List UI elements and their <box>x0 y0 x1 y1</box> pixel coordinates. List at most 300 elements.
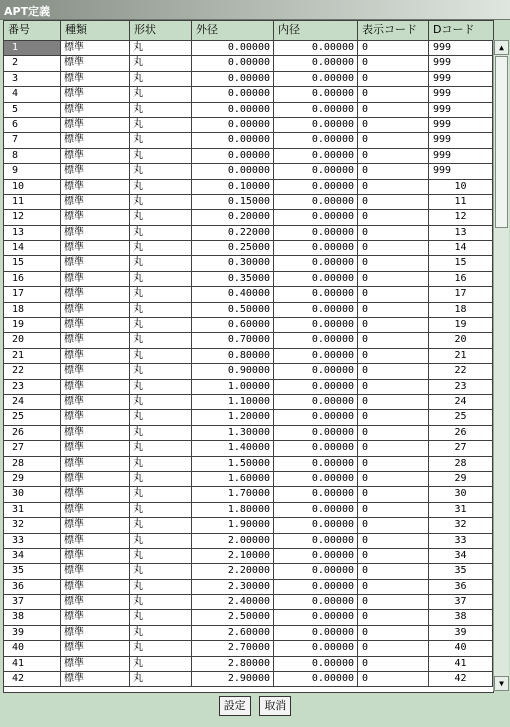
cell-d-code[interactable]: 999 <box>429 72 493 86</box>
cancel-button[interactable]: 取消 <box>259 696 291 716</box>
cell-shape[interactable]: 丸 <box>130 287 192 301</box>
cell-shape[interactable]: 丸 <box>130 380 192 394</box>
cell-shape[interactable]: 丸 <box>130 256 192 270</box>
cell-d-code[interactable]: 29 <box>429 472 493 486</box>
cell-type[interactable]: 標準 <box>61 164 130 178</box>
cell-number[interactable]: 20 <box>4 333 61 347</box>
cell-type[interactable]: 標準 <box>61 226 130 240</box>
cell-d-code[interactable]: 25 <box>429 410 493 424</box>
table-row[interactable] <box>4 518 493 533</box>
cell-outer-diameter[interactable]: 0.00000 <box>192 118 274 132</box>
table-row[interactable] <box>4 195 493 210</box>
cell-number[interactable]: 30 <box>4 487 61 501</box>
cell-outer-diameter[interactable]: 2.30000 <box>192 580 274 594</box>
cell-type[interactable]: 標準 <box>61 303 130 317</box>
cell-display-code[interactable]: 0 <box>358 564 429 578</box>
cell-d-code[interactable]: 38 <box>429 610 493 624</box>
cell-display-code[interactable]: 0 <box>358 364 429 378</box>
table-row[interactable] <box>4 564 493 579</box>
cell-number[interactable]: 12 <box>4 210 61 224</box>
table-row[interactable] <box>4 426 493 441</box>
cell-shape[interactable]: 丸 <box>130 333 192 347</box>
cell-type[interactable]: 標準 <box>61 518 130 532</box>
cell-number[interactable]: 22 <box>4 364 61 378</box>
cell-outer-diameter[interactable]: 0.25000 <box>192 241 274 255</box>
cell-type[interactable]: 標準 <box>61 534 130 548</box>
cell-outer-diameter[interactable]: 0.00000 <box>192 87 274 101</box>
cell-number[interactable]: 9 <box>4 164 61 178</box>
cell-d-code[interactable]: 999 <box>429 87 493 101</box>
cell-number[interactable]: 36 <box>4 580 61 594</box>
cell-d-code[interactable]: 11 <box>429 195 493 209</box>
cell-inner-diameter[interactable]: 0.00000 <box>274 426 358 440</box>
cell-number[interactable]: 6 <box>4 118 61 132</box>
cell-shape[interactable]: 丸 <box>130 472 192 486</box>
cell-type[interactable]: 標準 <box>61 195 130 209</box>
cell-outer-diameter[interactable]: 0.22000 <box>192 226 274 240</box>
cell-display-code[interactable]: 0 <box>358 426 429 440</box>
cell-inner-diameter[interactable]: 0.00000 <box>274 380 358 394</box>
cell-outer-diameter[interactable]: 0.30000 <box>192 256 274 270</box>
cell-display-code[interactable]: 0 <box>358 149 429 163</box>
cell-shape[interactable]: 丸 <box>130 457 192 471</box>
cell-display-code[interactable]: 0 <box>358 441 429 455</box>
cell-d-code[interactable]: 999 <box>429 118 493 132</box>
cell-outer-diameter[interactable]: 0.70000 <box>192 333 274 347</box>
cell-type[interactable]: 標準 <box>61 410 130 424</box>
cell-shape[interactable]: 丸 <box>130 210 192 224</box>
column-header-outer-diameter[interactable]: 外径 <box>192 21 274 40</box>
cell-d-code[interactable]: 999 <box>429 149 493 163</box>
table-row[interactable] <box>4 272 493 287</box>
table-row[interactable] <box>4 487 493 502</box>
cell-inner-diameter[interactable]: 0.00000 <box>274 210 358 224</box>
table-row[interactable] <box>4 595 493 610</box>
cell-inner-diameter[interactable]: 0.00000 <box>274 226 358 240</box>
cell-number[interactable]: 11 <box>4 195 61 209</box>
cell-outer-diameter[interactable]: 1.30000 <box>192 426 274 440</box>
cell-shape[interactable]: 丸 <box>130 56 192 70</box>
table-row[interactable] <box>4 672 493 687</box>
cell-inner-diameter[interactable]: 0.00000 <box>274 103 358 117</box>
cell-outer-diameter[interactable]: 1.80000 <box>192 503 274 517</box>
cell-outer-diameter[interactable]: 0.00000 <box>192 133 274 147</box>
cell-number[interactable]: 34 <box>4 549 61 563</box>
cell-d-code[interactable]: 34 <box>429 549 493 563</box>
cell-type[interactable]: 標準 <box>61 564 130 578</box>
cell-outer-diameter[interactable]: 1.50000 <box>192 457 274 471</box>
cell-display-code[interactable]: 0 <box>358 457 429 471</box>
cell-d-code[interactable]: 18 <box>429 303 493 317</box>
table-row[interactable] <box>4 457 493 472</box>
cell-number[interactable]: 10 <box>4 180 61 194</box>
column-header-number[interactable]: 番号 <box>4 21 61 40</box>
cell-d-code[interactable]: 26 <box>429 426 493 440</box>
cell-type[interactable]: 標準 <box>61 87 130 101</box>
cell-shape[interactable]: 丸 <box>130 610 192 624</box>
cell-display-code[interactable]: 0 <box>358 210 429 224</box>
column-header-type[interactable]: 種類 <box>61 21 130 40</box>
table-row[interactable] <box>4 226 493 241</box>
cell-d-code[interactable]: 40 <box>429 641 493 655</box>
table-row[interactable] <box>4 349 493 364</box>
cell-display-code[interactable]: 0 <box>358 103 429 117</box>
cell-outer-diameter[interactable]: 0.40000 <box>192 287 274 301</box>
cell-display-code[interactable]: 0 <box>358 56 429 70</box>
cell-inner-diameter[interactable]: 0.00000 <box>274 349 358 363</box>
table-row[interactable] <box>4 333 493 348</box>
cell-outer-diameter[interactable]: 0.35000 <box>192 272 274 286</box>
cell-inner-diameter[interactable]: 0.00000 <box>274 549 358 563</box>
cell-outer-diameter[interactable]: 0.15000 <box>192 195 274 209</box>
cell-number[interactable]: 18 <box>4 303 61 317</box>
cell-outer-diameter[interactable]: 0.90000 <box>192 364 274 378</box>
table-row[interactable] <box>4 441 493 456</box>
table-row[interactable] <box>4 395 493 410</box>
cell-shape[interactable]: 丸 <box>130 118 192 132</box>
table-row[interactable] <box>4 318 493 333</box>
cell-number[interactable]: 41 <box>4 657 61 671</box>
table-row[interactable] <box>4 210 493 225</box>
cell-d-code[interactable]: 999 <box>429 41 493 55</box>
cell-type[interactable]: 標準 <box>61 72 130 86</box>
cell-inner-diameter[interactable]: 0.00000 <box>274 56 358 70</box>
cell-d-code[interactable]: 28 <box>429 457 493 471</box>
cell-outer-diameter[interactable]: 2.40000 <box>192 595 274 609</box>
cell-inner-diameter[interactable]: 0.00000 <box>274 610 358 624</box>
cell-outer-diameter[interactable]: 0.60000 <box>192 318 274 332</box>
cell-type[interactable]: 標準 <box>61 580 130 594</box>
cell-display-code[interactable]: 0 <box>358 503 429 517</box>
cell-outer-diameter[interactable]: 2.10000 <box>192 549 274 563</box>
cell-outer-diameter[interactable]: 2.90000 <box>192 672 274 686</box>
column-header-display-code[interactable]: 表示コード <box>358 21 429 40</box>
cell-type[interactable]: 標準 <box>61 364 130 378</box>
cell-type[interactable]: 標準 <box>61 487 130 501</box>
cell-outer-diameter[interactable]: 2.00000 <box>192 534 274 548</box>
cell-number[interactable]: 31 <box>4 503 61 517</box>
cell-number[interactable]: 35 <box>4 564 61 578</box>
cell-number[interactable]: 5 <box>4 103 61 117</box>
cell-outer-diameter[interactable]: 2.60000 <box>192 626 274 640</box>
cell-outer-diameter[interactable]: 2.50000 <box>192 610 274 624</box>
cell-type[interactable]: 標準 <box>61 56 130 70</box>
cell-inner-diameter[interactable]: 0.00000 <box>274 518 358 532</box>
cell-type[interactable]: 標準 <box>61 133 130 147</box>
cell-display-code[interactable]: 0 <box>358 487 429 501</box>
column-header-shape[interactable]: 形状 <box>130 21 192 40</box>
cell-display-code[interactable]: 0 <box>358 133 429 147</box>
cell-display-code[interactable]: 0 <box>358 41 429 55</box>
cell-type[interactable]: 標準 <box>61 41 130 55</box>
table-row[interactable] <box>4 380 493 395</box>
table-row[interactable] <box>4 641 493 656</box>
cell-shape[interactable]: 丸 <box>130 272 192 286</box>
table-row[interactable] <box>4 87 493 102</box>
cell-number[interactable]: 39 <box>4 626 61 640</box>
cell-type[interactable]: 標準 <box>61 503 130 517</box>
cell-shape[interactable]: 丸 <box>130 41 192 55</box>
cell-type[interactable]: 標準 <box>61 210 130 224</box>
cell-outer-diameter[interactable]: 0.00000 <box>192 56 274 70</box>
cell-shape[interactable]: 丸 <box>130 595 192 609</box>
column-header-d-code[interactable]: Dコード <box>429 21 493 40</box>
cell-type[interactable]: 標準 <box>61 395 130 409</box>
cell-d-code[interactable]: 33 <box>429 534 493 548</box>
cell-type[interactable]: 標準 <box>61 118 130 132</box>
cell-outer-diameter[interactable]: 1.20000 <box>192 410 274 424</box>
cell-d-code[interactable]: 12 <box>429 210 493 224</box>
table-row[interactable] <box>4 72 493 87</box>
cell-inner-diameter[interactable]: 0.00000 <box>274 149 358 163</box>
cell-inner-diameter[interactable]: 0.00000 <box>274 272 358 286</box>
cell-display-code[interactable]: 0 <box>358 333 429 347</box>
cell-display-code[interactable]: 0 <box>358 349 429 363</box>
cell-d-code[interactable]: 19 <box>429 318 493 332</box>
cell-number[interactable]: 38 <box>4 610 61 624</box>
cell-shape[interactable]: 丸 <box>130 441 192 455</box>
cell-inner-diameter[interactable]: 0.00000 <box>274 626 358 640</box>
table-row[interactable] <box>4 256 493 271</box>
cell-display-code[interactable]: 0 <box>358 272 429 286</box>
cell-shape[interactable]: 丸 <box>130 226 192 240</box>
cell-shape[interactable]: 丸 <box>130 364 192 378</box>
cell-outer-diameter[interactable]: 1.60000 <box>192 472 274 486</box>
cell-display-code[interactable]: 0 <box>358 318 429 332</box>
cell-type[interactable]: 標準 <box>61 318 130 332</box>
cell-display-code[interactable]: 0 <box>358 580 429 594</box>
cell-inner-diameter[interactable]: 0.00000 <box>274 672 358 686</box>
cell-type[interactable]: 標準 <box>61 472 130 486</box>
cell-display-code[interactable]: 0 <box>358 395 429 409</box>
cell-inner-diameter[interactable]: 0.00000 <box>274 180 358 194</box>
cell-d-code[interactable]: 37 <box>429 595 493 609</box>
cell-type[interactable]: 標準 <box>61 287 130 301</box>
cell-inner-diameter[interactable]: 0.00000 <box>274 410 358 424</box>
cell-type[interactable]: 標準 <box>61 349 130 363</box>
cell-number[interactable]: 21 <box>4 349 61 363</box>
cell-inner-diameter[interactable]: 0.00000 <box>274 441 358 455</box>
cell-inner-diameter[interactable]: 0.00000 <box>274 72 358 86</box>
cell-d-code[interactable]: 21 <box>429 349 493 363</box>
cell-shape[interactable]: 丸 <box>130 72 192 86</box>
cell-number[interactable]: 28 <box>4 457 61 471</box>
cell-number[interactable]: 26 <box>4 426 61 440</box>
cell-shape[interactable]: 丸 <box>130 303 192 317</box>
cell-display-code[interactable]: 0 <box>358 72 429 86</box>
cell-shape[interactable]: 丸 <box>130 133 192 147</box>
cell-outer-diameter[interactable]: 2.20000 <box>192 564 274 578</box>
cell-display-code[interactable]: 0 <box>358 626 429 640</box>
scroll-down-icon[interactable]: ▼ <box>494 676 509 691</box>
cell-display-code[interactable]: 0 <box>358 87 429 101</box>
cell-inner-diameter[interactable]: 0.00000 <box>274 457 358 471</box>
cell-number[interactable]: 24 <box>4 395 61 409</box>
cell-inner-diameter[interactable]: 0.00000 <box>274 87 358 101</box>
table-row[interactable] <box>4 103 493 118</box>
column-header-inner-diameter[interactable]: 内径 <box>274 21 358 40</box>
cell-inner-diameter[interactable]: 0.00000 <box>274 333 358 347</box>
table-row[interactable] <box>4 133 493 148</box>
cell-outer-diameter[interactable]: 0.00000 <box>192 103 274 117</box>
cell-number[interactable]: 29 <box>4 472 61 486</box>
cell-type[interactable]: 標準 <box>61 457 130 471</box>
cell-d-code[interactable]: 999 <box>429 164 493 178</box>
cell-shape[interactable]: 丸 <box>130 487 192 501</box>
cell-display-code[interactable]: 0 <box>358 472 429 486</box>
cell-number[interactable]: 17 <box>4 287 61 301</box>
cell-d-code[interactable]: 36 <box>429 580 493 594</box>
cell-d-code[interactable]: 20 <box>429 333 493 347</box>
cell-shape[interactable]: 丸 <box>130 180 192 194</box>
cell-type[interactable]: 標準 <box>61 103 130 117</box>
cell-display-code[interactable]: 0 <box>358 657 429 671</box>
cell-shape[interactable]: 丸 <box>130 503 192 517</box>
cell-shape[interactable]: 丸 <box>130 149 192 163</box>
cell-inner-diameter[interactable]: 0.00000 <box>274 364 358 378</box>
cell-inner-diameter[interactable]: 0.00000 <box>274 287 358 301</box>
cell-shape[interactable]: 丸 <box>130 672 192 686</box>
cell-outer-diameter[interactable]: 1.90000 <box>192 518 274 532</box>
cell-shape[interactable]: 丸 <box>130 318 192 332</box>
cell-type[interactable]: 標準 <box>61 256 130 270</box>
cell-shape[interactable]: 丸 <box>130 87 192 101</box>
cell-d-code[interactable]: 13 <box>429 226 493 240</box>
cell-inner-diameter[interactable]: 0.00000 <box>274 534 358 548</box>
cell-number[interactable]: 15 <box>4 256 61 270</box>
cell-inner-diameter[interactable]: 0.00000 <box>274 472 358 486</box>
cell-number[interactable]: 2 <box>4 56 61 70</box>
table-row[interactable] <box>4 164 493 179</box>
cell-outer-diameter[interactable]: 1.00000 <box>192 380 274 394</box>
cell-d-code[interactable]: 31 <box>429 503 493 517</box>
table-row[interactable] <box>4 626 493 641</box>
cell-inner-diameter[interactable]: 0.00000 <box>274 256 358 270</box>
table-row[interactable] <box>4 410 493 425</box>
cell-type[interactable]: 標準 <box>61 272 130 286</box>
cell-type[interactable]: 標準 <box>61 241 130 255</box>
cell-inner-diameter[interactable]: 0.00000 <box>274 303 358 317</box>
cell-inner-diameter[interactable]: 0.00000 <box>274 41 358 55</box>
cell-number[interactable]: 42 <box>4 672 61 686</box>
cell-number[interactable]: 33 <box>4 534 61 548</box>
cell-d-code[interactable]: 35 <box>429 564 493 578</box>
cell-number[interactable]: 25 <box>4 410 61 424</box>
cell-shape[interactable]: 丸 <box>130 395 192 409</box>
table-row[interactable] <box>4 303 493 318</box>
cell-display-code[interactable]: 0 <box>358 287 429 301</box>
cell-inner-diameter[interactable]: 0.00000 <box>274 641 358 655</box>
cell-outer-diameter[interactable]: 0.20000 <box>192 210 274 224</box>
cell-shape[interactable]: 丸 <box>130 626 192 640</box>
cell-outer-diameter[interactable]: 1.40000 <box>192 441 274 455</box>
cell-inner-diameter[interactable]: 0.00000 <box>274 118 358 132</box>
cell-shape[interactable]: 丸 <box>130 657 192 671</box>
cell-outer-diameter[interactable]: 0.10000 <box>192 180 274 194</box>
table-row[interactable] <box>4 549 493 564</box>
cell-outer-diameter[interactable]: 1.10000 <box>192 395 274 409</box>
cell-d-code[interactable]: 999 <box>429 56 493 70</box>
cell-shape[interactable]: 丸 <box>130 195 192 209</box>
cell-inner-diameter[interactable]: 0.00000 <box>274 318 358 332</box>
cell-inner-diameter[interactable]: 0.00000 <box>274 657 358 671</box>
cell-number[interactable]: 3 <box>4 72 61 86</box>
cell-d-code[interactable]: 30 <box>429 487 493 501</box>
cell-inner-diameter[interactable]: 0.00000 <box>274 195 358 209</box>
cell-number[interactable]: 16 <box>4 272 61 286</box>
cell-display-code[interactable]: 0 <box>358 380 429 394</box>
cell-type[interactable]: 標準 <box>61 595 130 609</box>
cell-display-code[interactable]: 0 <box>358 549 429 563</box>
cell-outer-diameter[interactable]: 2.70000 <box>192 641 274 655</box>
cell-d-code[interactable]: 17 <box>429 287 493 301</box>
table-row[interactable] <box>4 364 493 379</box>
scroll-up-icon[interactable]: ▲ <box>494 40 509 55</box>
cell-inner-diameter[interactable]: 0.00000 <box>274 164 358 178</box>
cell-display-code[interactable]: 0 <box>358 595 429 609</box>
cell-type[interactable]: 標準 <box>61 441 130 455</box>
table-row[interactable] <box>4 149 493 164</box>
cell-d-code[interactable]: 24 <box>429 395 493 409</box>
cell-outer-diameter[interactable]: 0.00000 <box>192 41 274 55</box>
cell-d-code[interactable]: 41 <box>429 657 493 671</box>
cell-number[interactable]: 23 <box>4 380 61 394</box>
table-row[interactable] <box>4 41 493 56</box>
cell-display-code[interactable]: 0 <box>358 241 429 255</box>
set-button[interactable]: 設定 <box>219 696 251 716</box>
cell-outer-diameter[interactable]: 0.00000 <box>192 149 274 163</box>
cell-display-code[interactable]: 0 <box>358 118 429 132</box>
cell-shape[interactable]: 丸 <box>130 103 192 117</box>
cell-d-code[interactable]: 999 <box>429 103 493 117</box>
cell-type[interactable]: 標準 <box>61 180 130 194</box>
table-row[interactable] <box>4 287 493 302</box>
cell-shape[interactable]: 丸 <box>130 641 192 655</box>
cell-inner-diameter[interactable]: 0.00000 <box>274 487 358 501</box>
cell-inner-diameter[interactable]: 0.00000 <box>274 395 358 409</box>
cell-d-code[interactable]: 15 <box>429 256 493 270</box>
cell-shape[interactable]: 丸 <box>130 534 192 548</box>
cell-number[interactable]: 1 <box>4 41 61 55</box>
cell-display-code[interactable]: 0 <box>358 256 429 270</box>
cell-d-code[interactable]: 10 <box>429 180 493 194</box>
table-row[interactable] <box>4 657 493 672</box>
cell-inner-diameter[interactable]: 0.00000 <box>274 580 358 594</box>
cell-d-code[interactable]: 999 <box>429 133 493 147</box>
scrollbar-thumb[interactable] <box>495 56 508 228</box>
cell-inner-diameter[interactable]: 0.00000 <box>274 503 358 517</box>
cell-number[interactable]: 4 <box>4 87 61 101</box>
cell-type[interactable]: 標準 <box>61 641 130 655</box>
cell-number[interactable]: 19 <box>4 318 61 332</box>
cell-d-code[interactable]: 27 <box>429 441 493 455</box>
cell-display-code[interactable]: 0 <box>358 672 429 686</box>
cell-display-code[interactable]: 0 <box>358 534 429 548</box>
cell-inner-diameter[interactable]: 0.00000 <box>274 564 358 578</box>
cell-outer-diameter[interactable]: 2.80000 <box>192 657 274 671</box>
cell-shape[interactable]: 丸 <box>130 549 192 563</box>
cell-number[interactable]: 40 <box>4 641 61 655</box>
vertical-scrollbar[interactable] <box>493 40 509 691</box>
table-row[interactable] <box>4 241 493 256</box>
cell-display-code[interactable]: 0 <box>358 180 429 194</box>
table-row[interactable] <box>4 580 493 595</box>
cell-inner-diameter[interactable]: 0.00000 <box>274 133 358 147</box>
cell-shape[interactable]: 丸 <box>130 426 192 440</box>
cell-type[interactable]: 標準 <box>61 657 130 671</box>
cell-shape[interactable]: 丸 <box>130 580 192 594</box>
cell-d-code[interactable]: 39 <box>429 626 493 640</box>
